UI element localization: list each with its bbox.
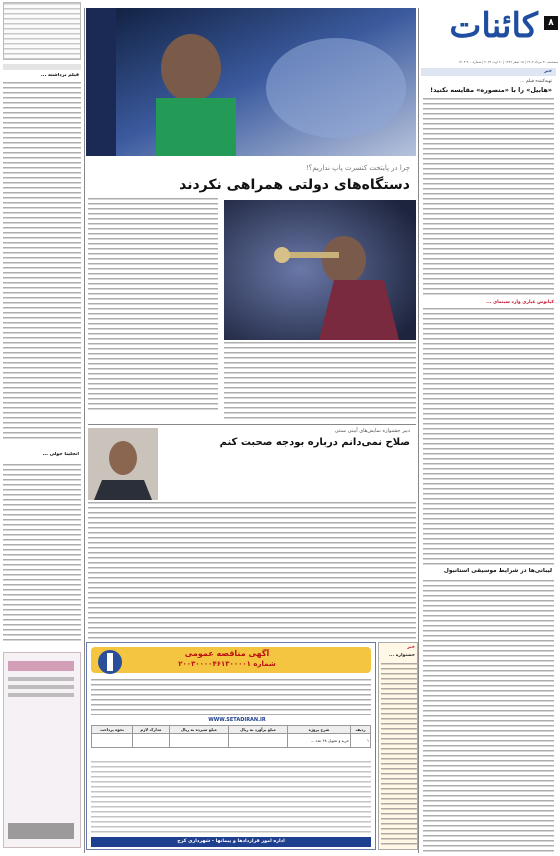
right-headline: «هابیل» را با «منصوره» مقایسه نکنید! xyxy=(430,86,552,94)
left-article-text-2 xyxy=(3,464,81,644)
center-kicker: چرا در پایتخت کنسرت پاپ نداریم؟! xyxy=(305,164,410,172)
right-column xyxy=(421,68,556,856)
page-number: ۸ xyxy=(544,16,558,30)
right-article-text xyxy=(423,98,554,298)
table-header: ردیف xyxy=(351,726,371,734)
left-contacts-box xyxy=(3,2,81,60)
table-cell xyxy=(228,734,287,748)
right-article-text-2 xyxy=(423,308,554,568)
right-subhead: کیانوش عیاری وارد سینمای ... xyxy=(486,300,554,305)
notice-url: WWW.SETADIRAN.IR xyxy=(208,717,266,723)
center-article-left xyxy=(88,198,218,412)
masthead-logo: کائنات xyxy=(449,6,538,46)
news-box-kicker: خبر xyxy=(407,645,415,650)
table-cell: خرید و تحویل ۴۸ عدد ... xyxy=(287,734,350,748)
portrait-headline: صلاح نمی‌دانم درباره بودجه صحبت کنم xyxy=(219,437,410,448)
left-column xyxy=(3,2,81,854)
right-headline-2: لیبانی‌ها در شرایط موسیقی استانبول xyxy=(443,568,552,574)
photo-table-tennis xyxy=(86,8,416,156)
table-header: نحوه پرداخت xyxy=(92,726,133,734)
left-box-title-2: آنجلینا جولی ... xyxy=(42,452,79,457)
center-article-mid xyxy=(224,342,416,422)
right-article-text-3 xyxy=(423,580,554,852)
notice-details-text xyxy=(91,761,371,833)
table-cell xyxy=(133,734,170,748)
table-header: مبلغ سپرده به ریال xyxy=(169,726,228,734)
notice-logo xyxy=(95,647,125,677)
table-row xyxy=(92,734,371,748)
masthead-date-line: سه‌شنبه ۳۰ مرداد ۱۴۰۳ | ۱۵ صفر ۱۴۴۶ | ۲۰ اوت ۲۰۲۴ | شماره ۴۰۰ ۱۴۰۳ xyxy=(458,60,558,64)
news-box xyxy=(378,642,418,850)
portrait-kicker: دبیر جشنواره نمایش‌های آیینی سنتی xyxy=(334,428,410,434)
photo-portrait-man xyxy=(88,428,158,500)
masthead xyxy=(420,2,560,70)
table-cell xyxy=(92,734,133,748)
table-cell: ۱ xyxy=(351,734,371,748)
table-header: مبلغ برآورد به ریال xyxy=(228,726,287,734)
notice-footer: اداره امور قراردادها و پیمانها - شهرداری کرج xyxy=(91,837,371,847)
left-box-title: فیلم برداشته ... xyxy=(40,73,79,78)
news-box-title: جشنواره ... xyxy=(389,653,415,658)
photo-trumpet-player xyxy=(224,200,416,340)
left-ad xyxy=(3,652,81,848)
portrait-article-text xyxy=(88,502,416,642)
table-header: شرح پروژه xyxy=(287,726,350,734)
table-header: مدارک لازم xyxy=(133,726,170,734)
table-row xyxy=(92,726,371,734)
tender-notice xyxy=(86,642,376,850)
right-intro: تهیه‌کننده فیلم ... xyxy=(520,79,552,84)
news-box-text xyxy=(381,663,417,847)
notice-number: شماره ۲۰۰۳۰۰۰۰۴۶۱۳۰۰۰۰۱ xyxy=(178,660,276,668)
notice-table xyxy=(91,725,371,748)
left-article-text xyxy=(3,82,81,442)
table-cell xyxy=(169,734,228,748)
notice-title: آگهی مناقصه عمومی xyxy=(184,649,270,658)
notice-body-text xyxy=(91,679,371,715)
right-kicker: خبر xyxy=(544,69,552,74)
center-headline: دستگاه‌های دولتی همراهی نکردند xyxy=(179,177,410,193)
